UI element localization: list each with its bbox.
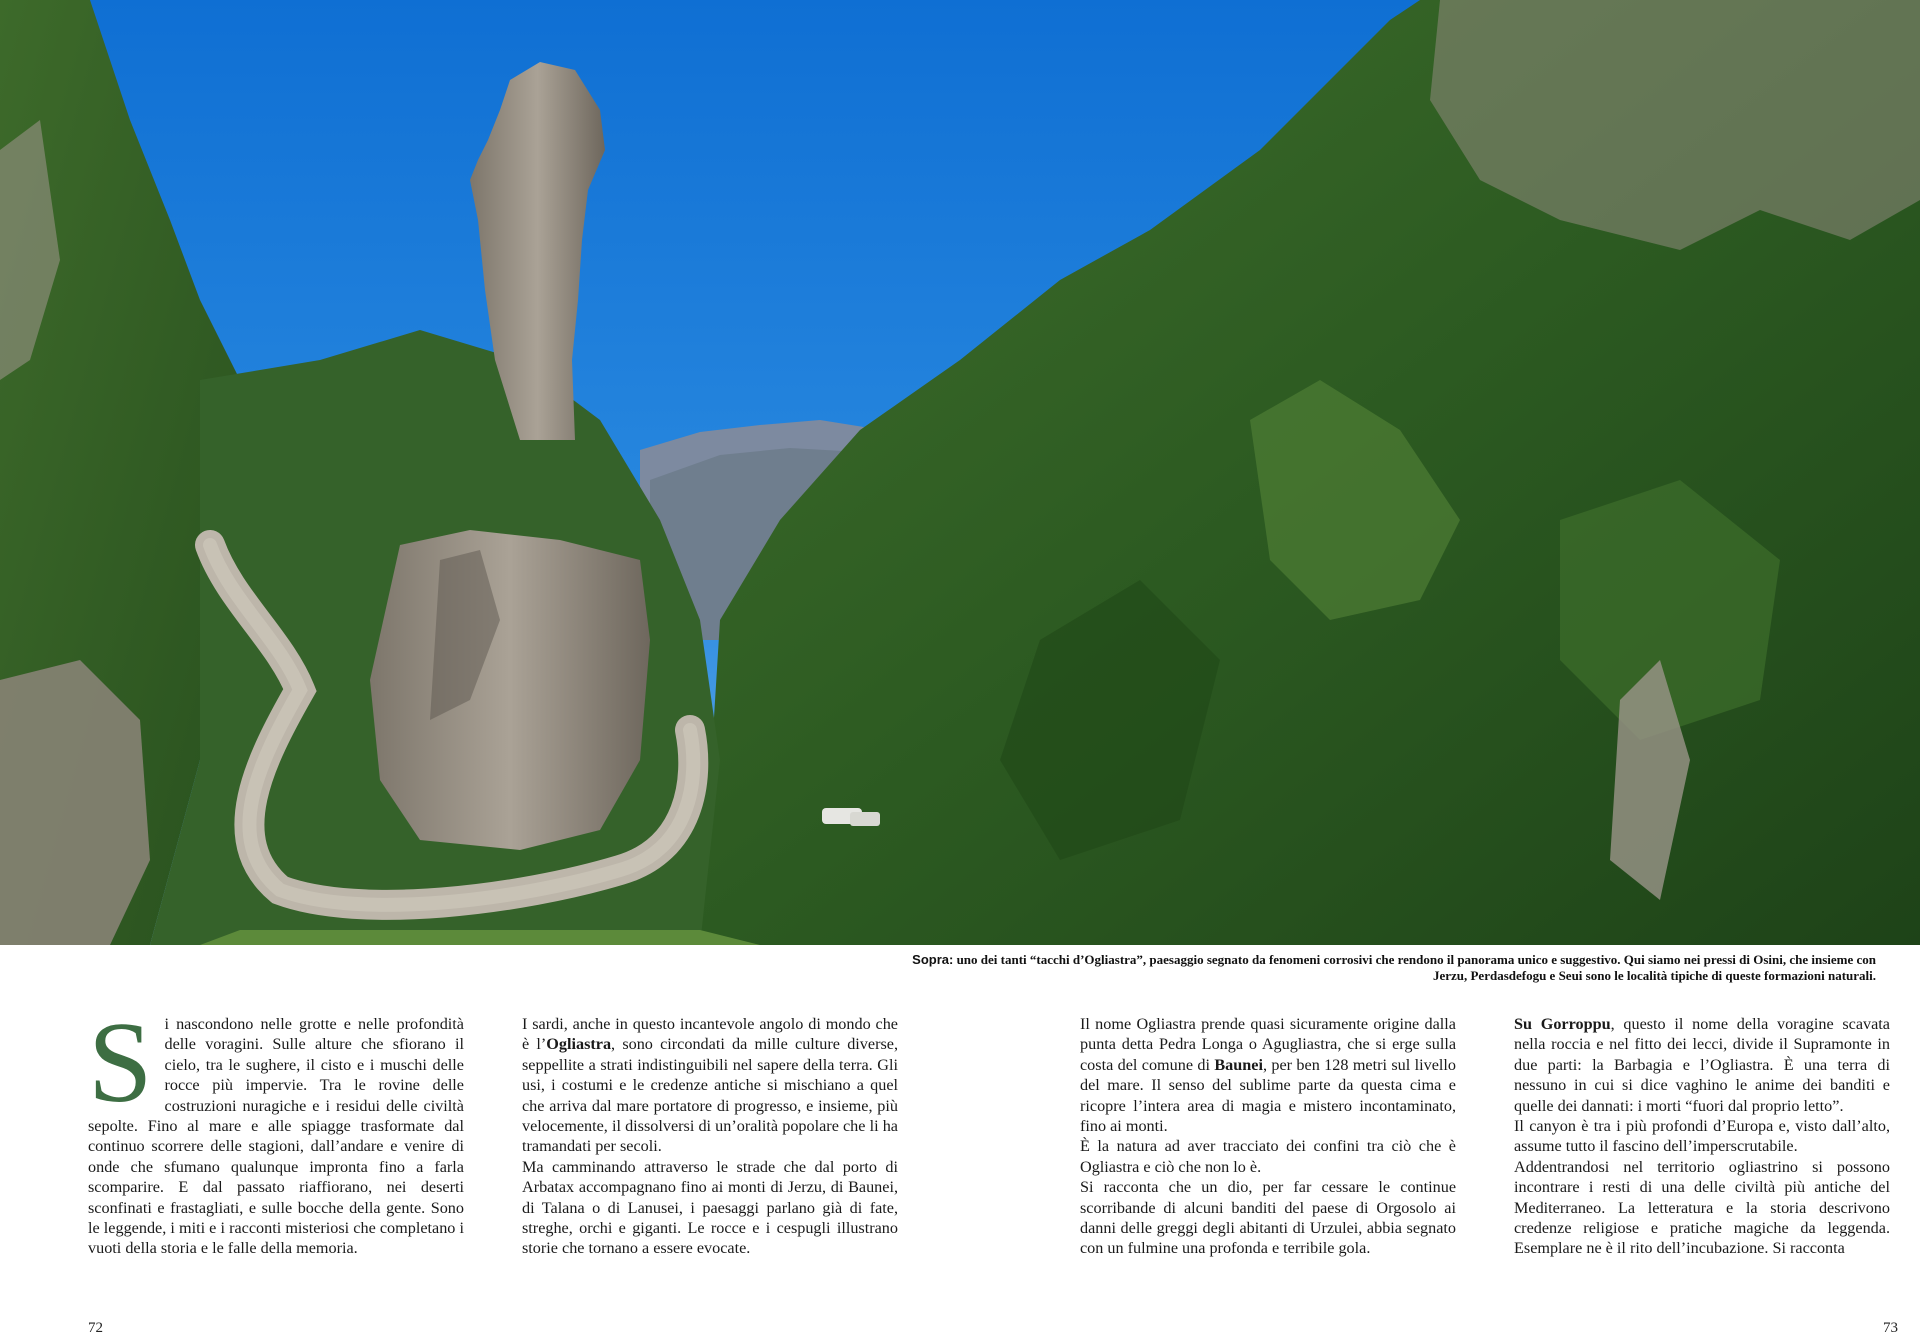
paragraph: I sardi, anche in questo incantevole angolo di mondo che è l’Ogliastra, sono circondati da mille culture diverse, seppellite a strati indistinguibili nel sapere della terra. Gli usi, i costumi e le credenze antiche si mischiano a quel che arriva dal mare portatore di progresso, e insieme, più velocemente, il dissolversi di un’oralità popolare che li ha tramandati per secoli. [522, 1015, 898, 1156]
paragraph: Il canyon è tra i più profondi d’Europa e, visto dall’alto, assume tutto il fascino dell’imperscrutabile. [1514, 1117, 1890, 1156]
paragraph: Ma camminando attraverso le strade che dal porto di Arbatax accompagnano fino ai monti di Jerzu, di Baunei, di Talana o di Lanusei, i paesaggi parlano già di fate, streghe, orchi e giganti. Le rocce e i cespugli illustrano storie che tornano a essere evocate. [522, 1157, 898, 1258]
paragraph: Su Gorroppu, questo il nome della voragine scavata nella roccia e nel fitto dei lecci, divide il Supramonte in due parti: la Barbagia e l’Ogliastra. È una terra di nessuno in cui si dice vaghino le anime dei banditi e quelle dei dannati: i morti “fuori dal proprio letto”. [1514, 1015, 1890, 1115]
text-column-3 [1080, 1014, 1456, 1259]
bold-place-name: Su Gorroppu [1514, 1015, 1611, 1033]
page-number-left: 72 [88, 1320, 103, 1336]
caption-lead: Sopra: [912, 952, 954, 967]
paragraph: i nascondono nelle grotte e nelle profondità delle voragini. Sulle alture che sfiorano il cielo, tra le sughere, il cisto e i muschi delle rocce più impervie. Tra le rovine delle costruzioni nuragiche e i residui delle civiltà sepolte. Fino al mare e alle spiagge trasformate dal continuo scorrere delle stagioni, dall’andare e venire di onde che sfumano qualunque impronta fino a farla scomparire. E dal passato riaffiorano, nei deserti sconfinati e frastagliati, e sulle bocche della gente. Sono le leggende, i miti e i racconti misteriosi che completano i vuoti della storia e le falle della memoria. [88, 1015, 464, 1258]
bold-place-name: Ogliastra [546, 1035, 612, 1054]
text-column-1 [88, 999, 464, 1259]
caption-text: uno dei tanti “tacchi d’Ogliastra”, paesaggio segnato da fenomeni corrosivi che rendono il panorama unico e suggestivo. Qui siamo nei pressi di Osini, che insieme con Jerzu, Perdasdefogu e Seui sono le località tipiche di queste formazioni naturali. [953, 952, 1876, 983]
paragraph: Il nome Ogliastra prende quasi sicuramente origine dalla punta detta Pedra Longa o Agugliastra, che si erge sulla costa del comune di Baunei, per ben 128 metri sul livello del mare. Il senso del sublime parte da questa cima e ricopre l’intera area di magia e mistero incontaminato, fino ai monti. [1080, 1015, 1456, 1136]
drop-cap: S [88, 999, 153, 1127]
paragraph: Si racconta che un dio, per far cessare le continue scorribande di alcuni banditi del paese di Orgosolo ai danni delle greggi degli abitanti di Urzulei, abbia segnato con un fulmine una profonda e terribile gola. [1080, 1178, 1456, 1258]
text-column-2 [522, 1014, 898, 1259]
bold-place-name: Baunei [1214, 1055, 1263, 1074]
paragraph: Addentrandosi nel territorio ogliastrino si possono incontrare i resti di una delle civiltà più antiche del Mediterraneo. La letteratura e la storia descrivono credenze religiose e pratiche magiche da leggenda. Esemplare ne è il rito dell’incubazione. Si racconta [1514, 1157, 1890, 1258]
page-number-right: 73 [1883, 1320, 1898, 1336]
paragraph: È la natura ad aver tracciato dei confini tra ciò che è Ogliastra e ciò che non lo è. [1080, 1137, 1456, 1176]
photo-caption [876, 952, 1876, 984]
text-column-4 [1514, 1014, 1890, 1259]
